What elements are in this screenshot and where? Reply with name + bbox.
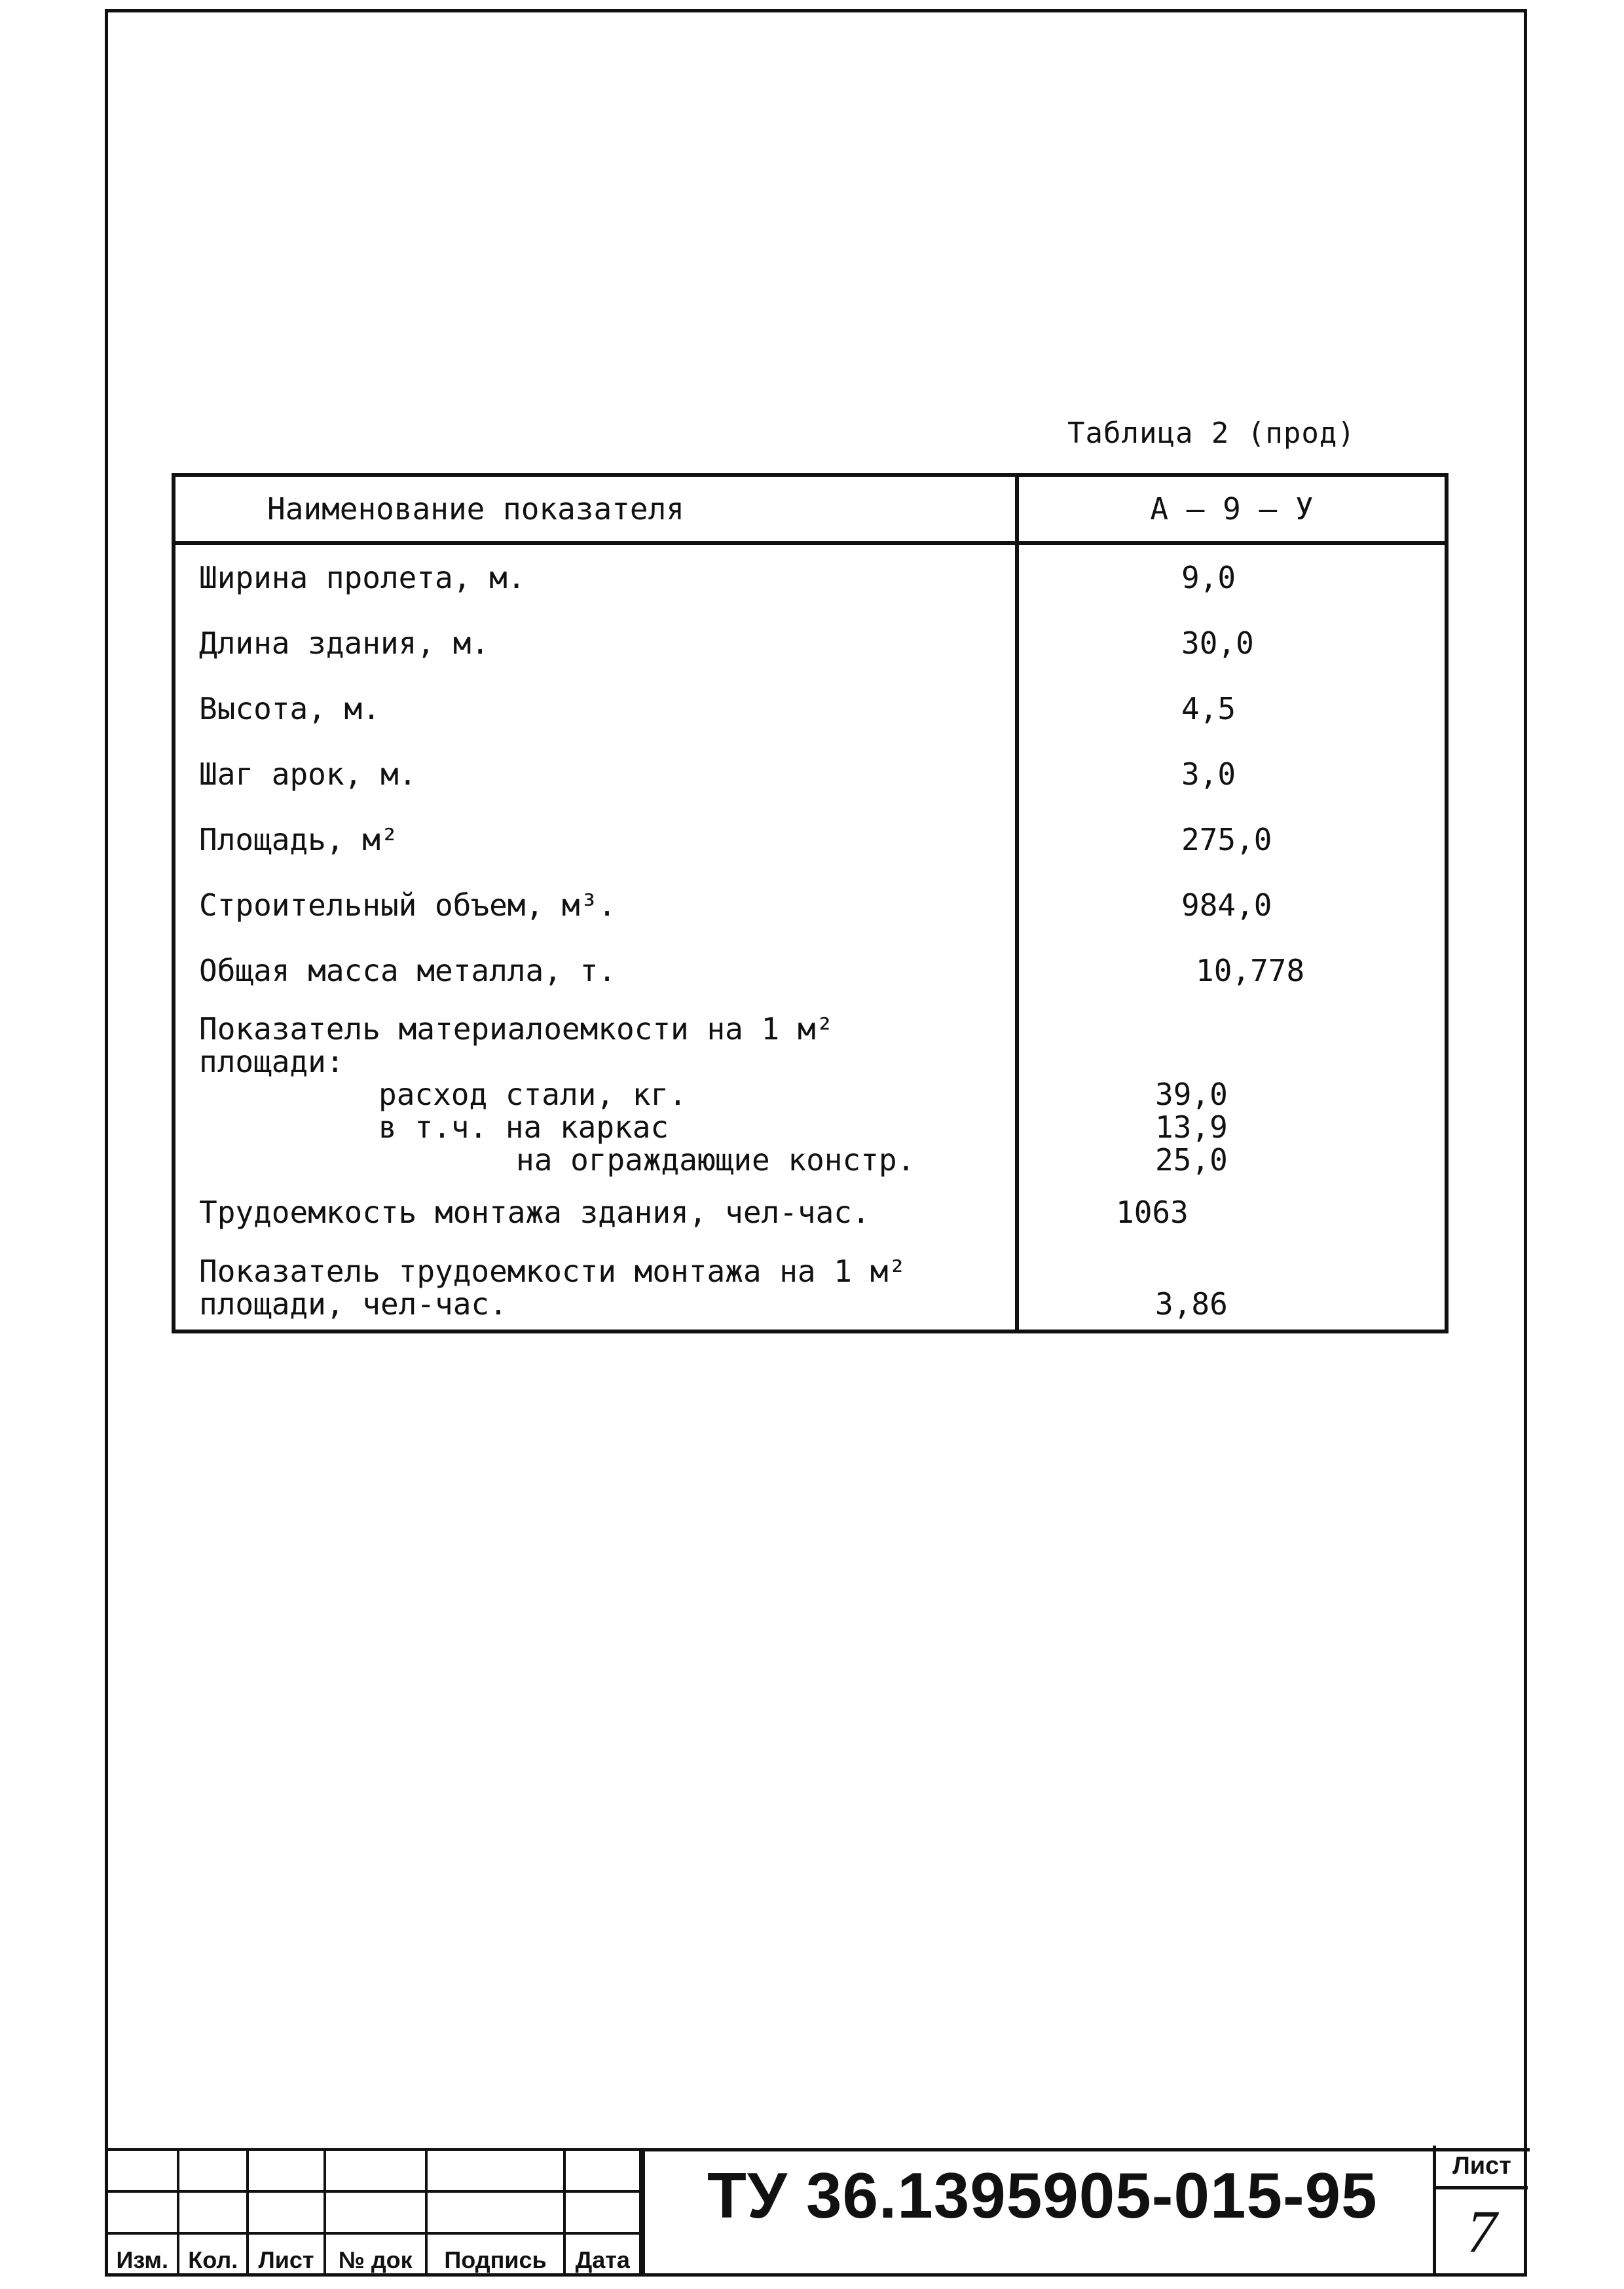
- material-sub3-value: 25,0: [1155, 1142, 1228, 1178]
- row-value: 275,0: [1181, 822, 1272, 857]
- row-value: 3,0: [1181, 756, 1236, 792]
- sheet-label: Лист: [1436, 2146, 1528, 2189]
- sheet-number: 7: [1467, 2198, 1497, 2265]
- value-column: [1017, 543, 1447, 1331]
- table-caption: Таблица 2 (прод): [1067, 417, 1356, 450]
- row-name: Строительный объем, м³.: [199, 887, 616, 923]
- col-ndok: № док: [325, 2233, 426, 2275]
- revision-grid: [105, 2148, 642, 2277]
- document-code: ТУ 36.1395905-015-95: [707, 2159, 1378, 2231]
- row-name: Ширина пролета, м.: [199, 560, 526, 595]
- material-title-line2: площади:: [199, 1044, 344, 1079]
- table-body-row: [174, 543, 1447, 1331]
- labor-index-line2: площади, чел-час.: [199, 1286, 507, 1322]
- name-column: [174, 543, 1017, 1331]
- col-list: Лист: [248, 2233, 325, 2275]
- row-name: Длина здания, м.: [199, 625, 490, 661]
- row-value: 4,5: [1181, 691, 1236, 726]
- sheet-box: [1433, 2146, 1527, 2277]
- table-header-row: [174, 475, 1447, 543]
- row-name: Площадь, м²: [199, 822, 399, 857]
- col-data: Дата: [564, 2233, 640, 2275]
- col-podpis: Подпись: [426, 2233, 565, 2275]
- row-name: Высота, м.: [199, 691, 380, 726]
- row-value: 984,0: [1181, 887, 1272, 923]
- col-kol: Кол.: [178, 2233, 248, 2275]
- labor-index-value: 3,86: [1155, 1286, 1228, 1322]
- indicators-table: [172, 473, 1449, 1333]
- labor-index-line1: Показатель трудоемкости монтажа на 1 м²: [199, 1254, 907, 1289]
- row-value: 9,0: [1181, 560, 1236, 595]
- row-value: 30,0: [1181, 625, 1254, 661]
- header-value: А – 9 – У: [1017, 475, 1447, 543]
- labor-value: 1063: [1116, 1195, 1189, 1230]
- header-name: Наименование показателя: [174, 475, 1017, 543]
- row-value: 10,778: [1196, 953, 1305, 988]
- labor-name: Трудоемкость монтажа здания, чел-час.: [199, 1195, 870, 1230]
- row-name: Шаг арок, м.: [199, 756, 417, 792]
- col-izm: Изм.: [106, 2233, 178, 2275]
- row-name: Общая масса металла, т.: [199, 953, 616, 988]
- material-sub2-value: 13,9: [1155, 1109, 1228, 1145]
- material-title-line1: Показатель материалоемкости на 1 м²: [199, 1011, 834, 1047]
- material-sub3-label: на ограждающие констр.: [516, 1142, 915, 1178]
- material-sub2-label: в т.ч. на каркас: [378, 1109, 669, 1145]
- material-sub1-label: расход стали, кг.: [378, 1077, 687, 1112]
- material-sub1-value: 39,0: [1155, 1077, 1228, 1112]
